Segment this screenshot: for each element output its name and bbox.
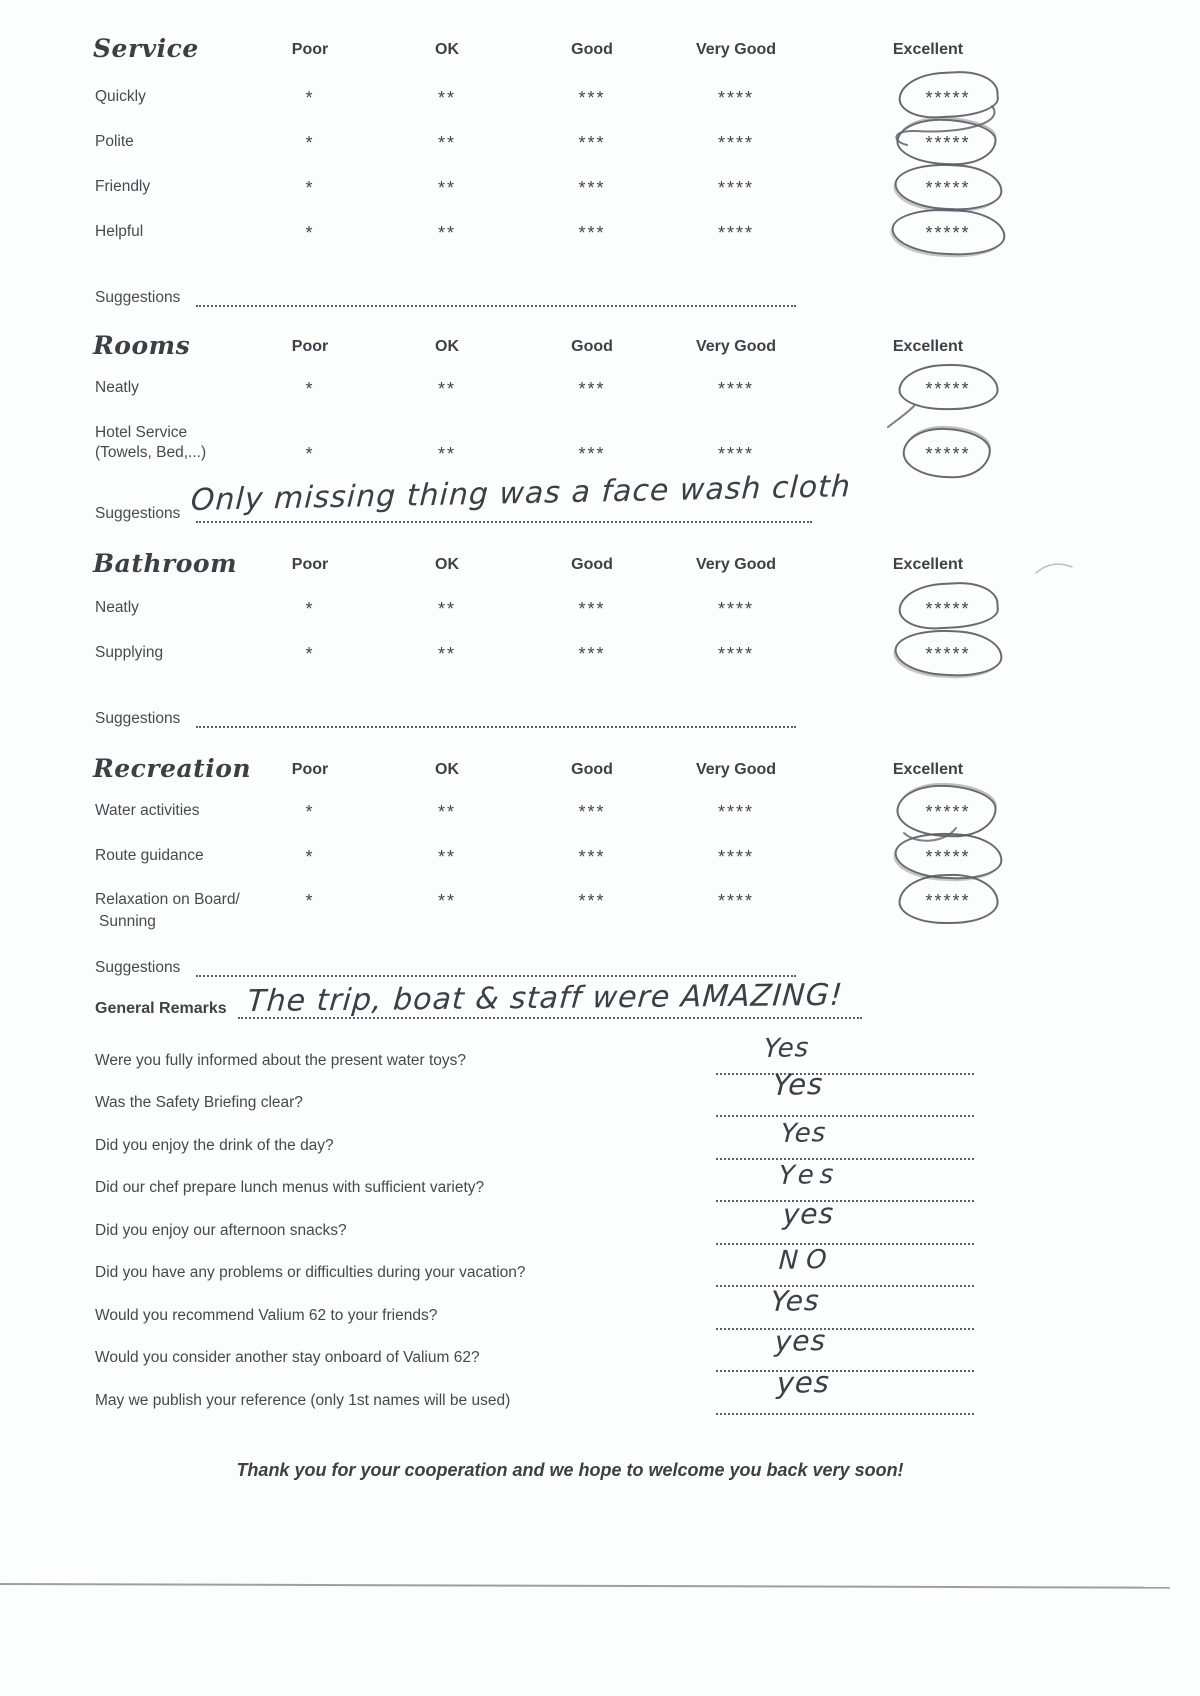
hand-drawn-circle xyxy=(890,206,1006,258)
row-label: Water activities xyxy=(95,802,200,819)
column-header-excellent: Excellent xyxy=(892,338,964,355)
row-label: Route guidance xyxy=(95,847,204,864)
section-title: Service xyxy=(93,34,199,63)
rating-excellent-stars-selected xyxy=(925,88,970,108)
hand-drawn-circle xyxy=(893,161,1003,213)
question-text: May we publish your reference (only 1st names will be used) xyxy=(95,1392,511,1409)
column-header-excellent: Excellent xyxy=(892,761,964,778)
question-text: Were you fully informed about the present water toys? xyxy=(95,1052,467,1069)
answer-dotted-line xyxy=(716,1413,974,1415)
rating-good-stars: *** xyxy=(578,178,606,198)
rating-row-friendly xyxy=(0,178,1200,208)
rating-ok-stars: ** xyxy=(437,599,457,619)
hand-drawn-circle xyxy=(897,580,999,631)
question-row-publish-reference xyxy=(0,1364,1200,1426)
rating-good-stars: *** xyxy=(578,891,606,911)
rating-ok-stars: ** xyxy=(437,802,457,822)
handwritten-answer: yes xyxy=(776,1364,831,1400)
row-label: Neatly xyxy=(95,599,139,616)
rating-very-good-stars: **** xyxy=(717,444,755,464)
rating-poor-stars: * xyxy=(305,88,315,108)
row-label-line2: Sunning xyxy=(99,913,156,930)
hand-drawn-circle xyxy=(893,627,1003,679)
rating-very-good-stars: **** xyxy=(717,891,755,911)
row-label-line1: Hotel Service xyxy=(95,424,188,441)
column-header-excellent: Excellent xyxy=(892,41,964,58)
five-stars: ***** xyxy=(925,223,971,243)
question-text: Did you enjoy the drink of the day? xyxy=(95,1137,334,1154)
question-row-lunch-menus xyxy=(0,1159,1200,1213)
answer-dotted-line xyxy=(716,1370,974,1372)
handwritten-answer: Yes xyxy=(780,1118,828,1149)
column-header-good: Good xyxy=(571,761,613,778)
section-title: Bathroom xyxy=(93,549,238,578)
section-title: Recreation xyxy=(93,754,252,783)
answer-dotted-line xyxy=(716,1115,974,1117)
rating-very-good-stars: **** xyxy=(717,223,755,243)
rating-ok-stars: ** xyxy=(437,644,457,664)
scan-fold-line xyxy=(0,1583,1170,1589)
question-text: Did you enjoy our afternoon snacks? xyxy=(95,1222,347,1239)
rating-row-supplying xyxy=(0,644,1200,674)
handwritten-answer: NO xyxy=(778,1244,836,1276)
row-label-line1: Relaxation on Board/ xyxy=(95,891,240,908)
rating-poor-stars: * xyxy=(305,444,315,464)
suggestions-label: Suggestions xyxy=(95,505,181,522)
column-header-ok: OK xyxy=(435,338,459,355)
row-label: Neatly xyxy=(95,379,139,396)
question-row-recommend xyxy=(0,1283,1200,1341)
question-text: Did you have any problems or difficulties during your vacation? xyxy=(95,1264,526,1281)
column-header-ok: OK xyxy=(435,41,459,58)
hand-drawn-circle xyxy=(898,363,999,411)
general-remarks-label: General Remarks xyxy=(95,1000,227,1017)
row-label: Friendly xyxy=(95,178,151,195)
column-header-very-good: Very Good xyxy=(695,761,777,778)
suggestions-row-service xyxy=(0,289,1200,315)
suggestions-label: Suggestions xyxy=(95,710,181,727)
rating-row-helpful xyxy=(0,223,1200,253)
five-stars: ***** xyxy=(925,88,971,108)
handwritten-answer: Yes xyxy=(763,1033,811,1064)
rating-poor-stars: * xyxy=(305,847,315,867)
rating-excellent-stars-selected xyxy=(925,891,970,911)
hand-drawn-circle xyxy=(901,427,991,480)
rating-good-stars: *** xyxy=(578,444,606,464)
rating-row-neatly-rooms xyxy=(0,379,1200,409)
handwritten-answer: Yes xyxy=(770,1283,821,1318)
rating-ok-stars: ** xyxy=(437,88,457,108)
column-header-good: Good xyxy=(571,338,613,355)
hand-drawn-circle xyxy=(897,69,999,120)
handwritten-answer: yes xyxy=(774,1323,827,1358)
rating-poor-stars: * xyxy=(305,891,315,911)
rating-very-good-stars: **** xyxy=(717,847,755,867)
handwritten-answer: Yes xyxy=(778,1159,841,1191)
section-header-rooms xyxy=(0,331,1200,365)
rating-very-good-stars: **** xyxy=(717,379,755,399)
hand-drawn-circle xyxy=(898,873,999,925)
rating-very-good-stars: **** xyxy=(717,599,755,619)
rating-good-stars: *** xyxy=(578,644,606,664)
question-text: Would you recommend Valium 62 to your friends? xyxy=(95,1307,438,1324)
rating-poor-stars: * xyxy=(305,178,315,198)
rating-good-stars: *** xyxy=(578,802,606,822)
rating-excellent-stars-selected xyxy=(925,847,970,867)
rating-excellent-stars-selected xyxy=(925,802,970,822)
rating-very-good-stars: **** xyxy=(717,802,755,822)
section-header-recreation xyxy=(0,754,1200,788)
rating-good-stars: *** xyxy=(578,847,606,867)
rating-ok-stars: ** xyxy=(437,444,457,464)
answer-dotted-line xyxy=(716,1158,974,1160)
five-stars: ***** xyxy=(925,847,971,867)
rating-row-hotel-service xyxy=(0,424,1200,474)
question-text: Would you consider another stay onboard of Valium 62? xyxy=(95,1349,480,1366)
thank-you-footer: Thank you for your cooperation and we hope to welcome you back very soon! xyxy=(236,1460,904,1480)
rating-row-polite xyxy=(0,133,1200,163)
answer-dotted-line xyxy=(716,1073,974,1075)
rating-very-good-stars: **** xyxy=(717,133,755,153)
rating-poor-stars: * xyxy=(305,599,315,619)
rating-excellent-stars-selected xyxy=(925,133,970,153)
rating-ok-stars: ** xyxy=(437,379,457,399)
rating-ok-stars: ** xyxy=(437,223,457,243)
column-header-poor: Poor xyxy=(291,338,329,355)
row-label: Polite xyxy=(95,133,134,150)
answer-dotted-line xyxy=(716,1243,974,1245)
rating-very-good-stars: **** xyxy=(717,644,755,664)
rating-excellent-stars-selected xyxy=(925,444,970,464)
row-label: Supplying xyxy=(95,644,164,661)
column-header-ok: OK xyxy=(435,556,459,573)
rating-ok-stars: ** xyxy=(437,133,457,153)
rating-row-relaxation xyxy=(0,891,1200,941)
handwritten-answer: yes xyxy=(782,1196,835,1231)
question-text: Did our chef prepare lunch menus with sufficient variety? xyxy=(95,1179,485,1196)
row-label xyxy=(95,891,240,930)
rating-ok-stars: ** xyxy=(437,847,457,867)
rating-excellent-stars-selected xyxy=(925,644,970,664)
suggestions-label: Suggestions xyxy=(95,289,181,306)
five-stars: ***** xyxy=(925,444,971,464)
rating-row-water-activities xyxy=(0,802,1200,832)
column-header-poor: Poor xyxy=(291,556,329,573)
rating-poor-stars: * xyxy=(305,223,315,243)
rating-excellent-stars-selected xyxy=(925,379,970,399)
suggestions-dotted-line xyxy=(196,975,796,977)
five-stars: ***** xyxy=(925,599,971,619)
question-row-safety-briefing xyxy=(0,1066,1200,1128)
question-row-water-toys xyxy=(0,1033,1200,1086)
rating-poor-stars: * xyxy=(305,802,315,822)
five-stars: ***** xyxy=(925,644,971,664)
rating-row-neatly-bathroom xyxy=(0,599,1200,629)
column-header-good: Good xyxy=(571,41,613,58)
section-title: Rooms xyxy=(93,331,191,360)
question-row-problems xyxy=(0,1244,1200,1298)
column-header-poor: Poor xyxy=(291,761,329,778)
rating-excellent-stars-selected xyxy=(925,223,970,243)
rating-row-route-guidance xyxy=(0,847,1200,877)
row-label: Helpful xyxy=(95,223,144,240)
handwritten-suggestion-rooms: Only missing thing was a face wash cloth xyxy=(190,469,852,518)
five-stars: ***** xyxy=(925,379,971,399)
handwritten-answer: Yes xyxy=(772,1066,825,1102)
five-stars: ***** xyxy=(925,891,971,911)
question-text: Was the Safety Briefing clear? xyxy=(95,1094,303,1111)
column-header-poor: Poor xyxy=(291,41,329,58)
row-label xyxy=(95,424,207,461)
rating-good-stars: *** xyxy=(578,133,606,153)
row-label-line2: (Towels, Bed,...) xyxy=(95,444,207,461)
rating-good-stars: *** xyxy=(578,379,606,399)
question-row-drink-of-day xyxy=(0,1118,1200,1171)
column-header-good: Good xyxy=(571,556,613,573)
question-row-another-stay xyxy=(0,1323,1200,1383)
section-header-bathroom xyxy=(0,549,1200,583)
handwritten-general-remarks: The trip, boat & staff were AMAZING! xyxy=(246,977,845,1019)
question-row-afternoon-snacks xyxy=(0,1196,1200,1256)
answer-dotted-line xyxy=(716,1328,974,1330)
answer-dotted-line xyxy=(716,1285,974,1287)
rating-poor-stars: * xyxy=(305,379,315,399)
rating-row-quickly xyxy=(0,88,1200,118)
section-header-service xyxy=(0,34,1200,68)
suggestions-dotted-line xyxy=(196,305,796,307)
suggestions-label: Suggestions xyxy=(95,959,181,976)
rating-ok-stars: ** xyxy=(437,178,457,198)
five-stars: ***** xyxy=(925,133,971,153)
rating-very-good-stars: **** xyxy=(717,88,755,108)
rating-very-good-stars: **** xyxy=(717,178,755,198)
five-stars: ***** xyxy=(925,802,971,822)
column-header-excellent: Excellent xyxy=(892,556,964,573)
rating-excellent-stars-selected xyxy=(925,178,970,198)
five-stars: ***** xyxy=(925,178,971,198)
column-header-very-good: Very Good xyxy=(695,338,777,355)
column-header-ok: OK xyxy=(435,761,459,778)
column-header-very-good: Very Good xyxy=(695,41,777,58)
suggestions-row-bathroom xyxy=(0,710,1200,736)
suggestions-dotted-line xyxy=(196,726,796,728)
rating-poor-stars: * xyxy=(305,133,315,153)
rating-good-stars: *** xyxy=(578,88,606,108)
row-label: Quickly xyxy=(95,88,146,105)
rating-excellent-stars-selected xyxy=(925,599,970,619)
column-header-very-good: Very Good xyxy=(695,556,777,573)
answer-dotted-line xyxy=(716,1200,974,1202)
hand-drawn-circle xyxy=(895,117,997,166)
rating-good-stars: *** xyxy=(578,223,606,243)
rating-ok-stars: ** xyxy=(437,891,457,911)
rating-poor-stars: * xyxy=(305,644,315,664)
rating-good-stars: *** xyxy=(578,599,606,619)
suggestions-dotted-line xyxy=(196,521,812,523)
hand-drawn-circle xyxy=(895,783,997,838)
